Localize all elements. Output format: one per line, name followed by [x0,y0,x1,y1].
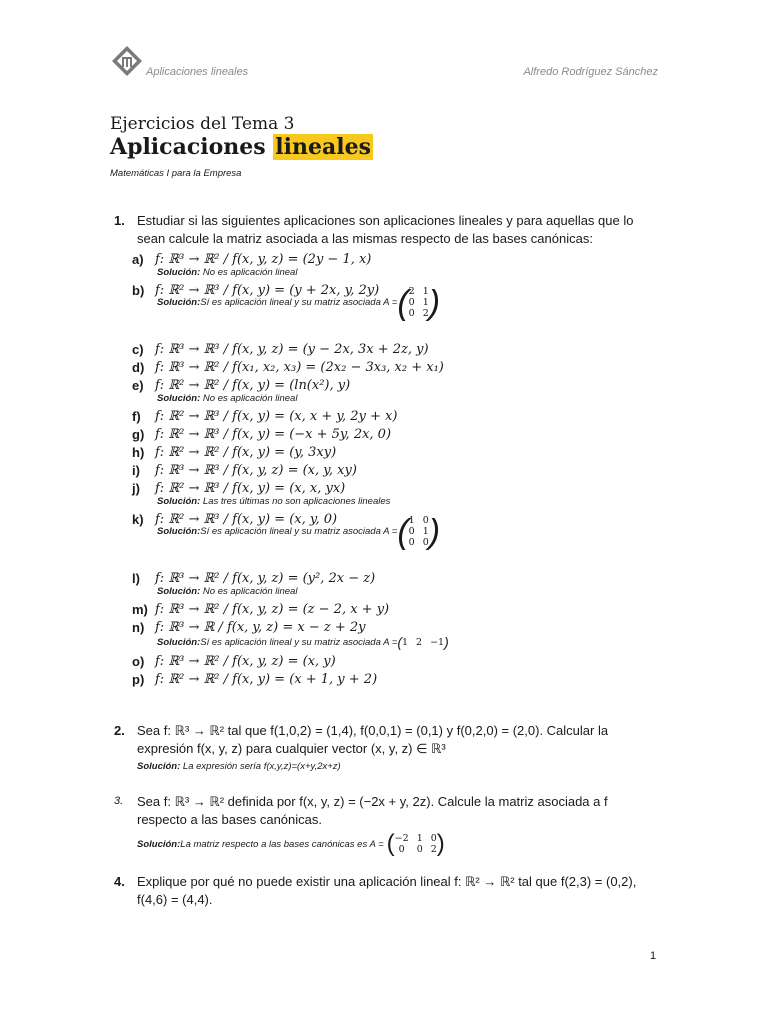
solution-label: Solución: [137,761,181,772]
item-formula: f: ℝ³ → ℝ³ / f(x, y, z) = (x, y, xy) [155,463,357,478]
solution-text: No es aplicación lineal [202,393,298,404]
page-number: 1 [650,950,657,962]
problem-number: 4. [114,874,125,889]
matrix-cell: 0 [398,844,405,855]
item-formula: f: ℝ² → ℝ³ / f(x, y) = (x, x, yx) [155,481,346,496]
item-label: o) [132,654,145,669]
item-label: f) [132,409,141,424]
matrix-cell: 1 [416,833,423,844]
item-label: c) [132,342,144,357]
solution-text: Sí es aplicación lineal y su matriz asociada A = [200,636,398,648]
matrix-cell: 0 [408,308,415,319]
title-part-b-highlighted: lineales [275,134,371,160]
solution-label: Solución: [157,393,201,404]
matrix-cell: 0 [422,537,429,548]
problem-text: Explique por qué no puede existir una aplicación lineal f: ℝ² → ℝ² tal que f(2,3) = (0,2), f(4,6) = (4,4). [137,874,637,907]
right-paren: ) [428,512,441,551]
solution [157,512,441,551]
item-label: m) [132,602,148,617]
matrix-cell: 0 [408,297,415,308]
solution [157,635,449,649]
left-paren: ( [397,512,409,551]
matrix-cell: 1 [408,515,415,526]
right-paren: ) [428,283,441,322]
matrix [397,283,441,322]
university-logo-icon [110,44,144,78]
solution-label: Solución: [137,838,181,850]
item-formula: f: ℝ² → ℝ² / f(x, y) = (x + 1, y + 2) [155,672,378,687]
item-formula: f: ℝ³ → ℝ² / f(x₁, x₂, x₃) = (2x₂ − 3x₃, x₂ + x₁) [155,360,444,375]
solution [157,267,297,278]
item-formula: f: ℝ³ → ℝ² / f(x, y, z) = (2y − 1, x) [155,252,372,267]
problem-text: Estudiar si las siguientes aplicaciones son aplicaciones lineales y para aquellas que lo sean calcule la matriz asociada a las mismas respecto de las bases canónicas: [137,213,634,246]
item-label: k) [132,512,144,527]
solution-label: Solución: [157,496,201,507]
solution-label: Solución: [157,526,201,537]
matrix-cell: 1 [422,297,429,308]
item-label: d) [132,360,145,375]
problem-number: 1. [114,213,125,228]
item-formula: f: ℝ³ → ℝ² / f(x, y, z) = (z − 2, x + y) [155,602,390,617]
matrix [397,635,448,649]
solution-label: Solución: [157,636,201,648]
item-formula: f: ℝ² → ℝ² / f(x, y) = (y, 3xy) [155,445,337,460]
matrix-cell: −1 [430,636,445,648]
item-formula: f: ℝ² → ℝ³ / f(x, y) = (x, y, 0) [155,512,338,527]
item-formula: f: ℝ² → ℝ³ / f(x, y) = (y + 2x, y, 2y) [155,283,380,298]
header-author: Alfredo Rodríguez Sánchez [523,66,658,78]
matrix-cell: 0 [430,833,437,844]
matrix-body [409,286,429,319]
solution-text: Sí es aplicación lineal y su matriz asociada A = [200,297,398,308]
solution-text: No es aplicación lineal [202,267,298,278]
solution-text: La expresión sería f(x,y,z)=(x+y,2x+z) [182,761,341,772]
matrix-cell: 0 [408,526,415,537]
left-paren: ( [397,634,402,650]
right-paren: ) [444,634,449,650]
solution [137,761,341,772]
left-paren: ( [386,830,395,857]
matrix-cell: 0 [416,844,423,855]
matrix-body [402,637,444,648]
solution-text: Sí es aplicación lineal y su matriz asociada A = [200,526,398,537]
problem-text: Sea f: ℝ³ → ℝ² definida por f(x, y, z) = (−2x + y, 2z). Calcule la matriz asociada a f respecto a las bases canónicas. [137,794,608,827]
matrix-cell: 2 [422,308,429,319]
right-paren: ) [436,830,445,857]
matrix-cell: 1 [422,526,429,537]
item-formula: f: ℝ² → ℝ² / f(x, y) = (ln(x²), y) [155,378,351,393]
matrix-cell: 0 [408,537,415,548]
item-label: g) [132,427,145,442]
matrix-cell: 2 [416,636,423,648]
item-formula: f: ℝ³ → ℝ / f(x, y, z) = x − z + 2y [155,620,366,635]
item-label: n) [132,620,145,635]
matrix-cell: −2 [394,833,409,844]
exercise-set-heading: Ejercicios del Tema 3 [110,114,295,134]
item-label: j) [132,481,140,496]
matrix-body [409,515,429,548]
item-formula: f: ℝ² → ℝ³ / f(x, y) = (x, x + y, 2y + x) [155,409,398,424]
solution-matrix [387,832,445,856]
solution [157,496,390,507]
solution [157,393,297,404]
item-label: e) [132,378,144,393]
item-formula: f: ℝ³ → ℝ³ / f(x, y, z) = (y − 2x, 3x + 2z, y) [155,342,429,357]
solution-label: Solución: [157,267,201,278]
matrix [397,512,441,551]
solution [157,283,441,322]
solution [157,586,297,597]
matrix [387,832,445,856]
item-label: i) [132,463,140,478]
item-label: h) [132,445,145,460]
item-label: b) [132,283,145,298]
page-subtitle: Matemáticas I para la Empresa [110,168,242,179]
matrix-body [395,833,437,855]
item-formula: f: ℝ³ → ℝ² / f(x, y, z) = (x, y) [155,654,336,669]
solution-text: Las tres últimas no son aplicaciones lineales [202,496,391,507]
header-course-title: Aplicaciones lineales [146,66,249,78]
problem-text: Sea f: ℝ³ → ℝ² tal que f(1,0,2) = (1,4), f(0,0,1) = (0,1) y f(0,2,0) = (2,0). Calcular la expresión f(x, y, z) para cualquier vector (x, y, z) ∈ ℝ³ [137,723,609,756]
solution-label: Solución: [157,297,201,308]
item-label: a) [132,252,144,267]
problem-number: 2. [114,723,125,738]
matrix-cell: 0 [422,515,429,526]
item-label: l) [132,571,140,586]
solution-text: No es aplicación lineal [202,586,298,597]
item-formula: f: ℝ³ → ℝ² / f(x, y, z) = (y², 2x − z) [155,571,376,586]
left-paren: ( [397,283,409,322]
matrix-cell: 1 [402,636,409,648]
solution-text: La matriz respecto a las bases canónicas es A = [180,838,384,850]
matrix-cell: 1 [422,286,429,297]
matrix-cell: 2 [408,286,415,297]
problem-number: 3. [114,795,124,807]
solution-label: Solución: [157,586,201,597]
solution [137,832,445,856]
title-part-a: Aplicaciones [110,134,266,160]
item-formula: f: ℝ² → ℝ³ / f(x, y) = (−x + 5y, 2x, 0) [155,427,392,442]
item-label: p) [132,672,145,687]
page-title [110,134,373,160]
matrix-cell: 2 [430,844,437,855]
page-header [110,44,658,84]
